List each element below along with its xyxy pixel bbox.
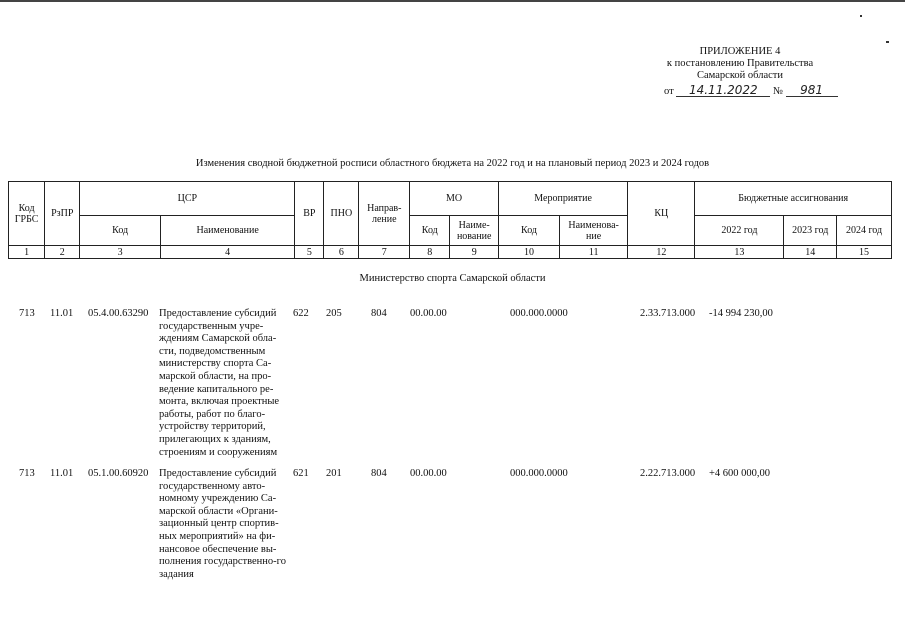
- column-number-row: [9, 246, 892, 259]
- col-number: 8: [410, 246, 450, 259]
- appendix-line-2: к постановлению Правительства: [666, 58, 814, 69]
- col-number: 13: [695, 246, 784, 259]
- header-csr: ЦСР: [80, 182, 295, 216]
- header-mo-name: Наиме-нование: [450, 216, 499, 246]
- cell-sum-2022: +4 600 000,00: [709, 468, 771, 479]
- header-budget: Бюджетные ассигнования: [695, 182, 892, 216]
- cell-pno: 205: [326, 308, 342, 319]
- cell-kc: 2.22.713.000: [640, 468, 696, 479]
- handwritten-date: 14.11.2022: [676, 84, 770, 97]
- appendix-line-3: Самарской области: [697, 70, 783, 81]
- cell-napr: 804: [371, 308, 387, 319]
- cell-rzpr: 11.01: [50, 468, 74, 479]
- scan-speck: [860, 15, 862, 17]
- col-number: 10: [499, 246, 560, 259]
- handwritten-number: 981: [786, 84, 838, 97]
- scan-top-edge: [0, 0, 905, 2]
- col-number: 6: [324, 246, 359, 259]
- cell-mo: 00.00.00: [410, 468, 447, 479]
- cell-name: Предоставление субсидий государственным учре-ждениям Самарской обла-сти, подведомственным министерству спорта Са-марской области, на про-ведение капитального ре-монта, включая проектные работы, работ по благо-устройству территорий, прилегающих к зданиям, строениям и сооружениям: [159, 308, 280, 458]
- header-mer-name: Наименова-ние: [560, 216, 628, 246]
- cell-sum-2022: -14 994 230,00: [709, 308, 773, 319]
- col-number: 12: [628, 246, 695, 259]
- header-kod-grbs: Код ГРБС: [9, 182, 45, 246]
- col-number: 2: [45, 246, 80, 259]
- cell-meropriyatie: 000.000.0000: [510, 468, 568, 479]
- col-number: 4: [160, 246, 294, 259]
- col-number: 9: [450, 246, 499, 259]
- col-number: 1: [9, 246, 45, 259]
- header-napravlenie: Направ-ление: [359, 182, 410, 246]
- header-kc: КЦ: [628, 182, 695, 246]
- appendix-block: [620, 46, 860, 98]
- header-year-2022: 2022 год: [695, 216, 784, 246]
- cell-csr: 05.1.00.60920: [88, 468, 149, 479]
- budget-table-header: [8, 181, 892, 259]
- cell-rzpr: 11.01: [50, 308, 74, 319]
- header-mo-kod: Код: [410, 216, 450, 246]
- cell-napr: 804: [371, 468, 387, 479]
- header-rzpr: РзПР: [45, 182, 80, 246]
- cell-grbs: 713: [19, 468, 35, 479]
- appendix-title: ПРИЛОЖЕНИЕ 4: [699, 46, 781, 57]
- scan-speck: [886, 41, 889, 43]
- cell-vr: 622: [293, 308, 309, 319]
- col-number: 14: [784, 246, 837, 259]
- header-pno: ПНО: [324, 182, 359, 246]
- header-csr-kod: Код: [80, 216, 161, 246]
- header-mo: МО: [410, 182, 499, 216]
- header-csr-name: Наименование: [160, 216, 294, 246]
- cell-csr: 05.4.00.63290: [88, 308, 149, 319]
- header-meropriyatie: Мероприятие: [499, 182, 628, 216]
- document-title: Изменения сводной бюджетной росписи областного бюджета на 2022 год и на плановый период 2023 и 2024 годов: [195, 158, 710, 169]
- col-number: 7: [359, 246, 410, 259]
- cell-name: Предоставление субсидий государственному авто-номному учреждению Са-марской области «Органи-зационный центр спортив-ных мероприятий» на фи-нансовое обеспечение вы-полнения государственно-го задания: [159, 468, 286, 580]
- number-prefix: №: [772, 86, 783, 97]
- header-year-2023: 2023 год: [784, 216, 837, 246]
- appendix-signature-line: [620, 84, 860, 98]
- cell-grbs: 713: [19, 308, 35, 319]
- cell-mo: 00.00.00: [410, 308, 447, 319]
- cell-meropriyatie: 000.000.0000: [510, 308, 568, 319]
- cell-kc: 2.33.713.000: [640, 308, 696, 319]
- header-vr: ВР: [295, 182, 324, 246]
- ministry-heading: Министерство спорта Самарской области: [359, 273, 546, 284]
- col-number: 3: [80, 246, 161, 259]
- date-prefix: от: [664, 86, 674, 97]
- cell-vr: 621: [293, 468, 309, 479]
- header-mer-kod: Код: [499, 216, 560, 246]
- col-number: 5: [295, 246, 324, 259]
- col-number: 15: [837, 246, 892, 259]
- header-year-2024: 2024 год: [837, 216, 892, 246]
- cell-pno: 201: [326, 468, 342, 479]
- col-number: 11: [560, 246, 628, 259]
